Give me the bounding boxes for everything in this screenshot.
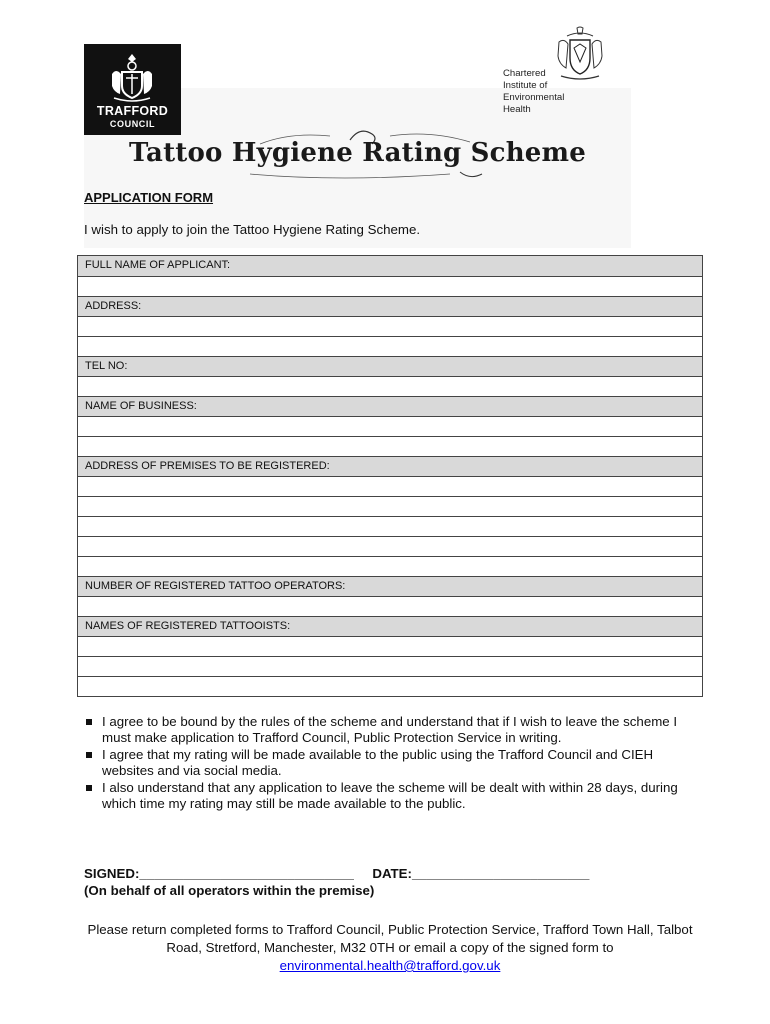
council-logo-line1: TRAFFORD <box>96 104 169 118</box>
cieh-logo-text <box>503 68 613 116</box>
application-form-table <box>77 255 703 697</box>
premises-address-input-line[interactable] <box>78 476 702 496</box>
council-logo-line2: COUNCIL <box>109 119 156 129</box>
agreement-text: I agree that my rating will be made available to the public using the Trafford Council and CIEH websites and via social media. <box>102 746 654 779</box>
square-bullet-icon <box>86 719 92 725</box>
square-bullet-icon <box>86 785 92 791</box>
business-name-input-line[interactable] <box>78 416 702 436</box>
intro-text: I wish to apply to join the Tattoo Hygiene Rating Scheme. <box>84 222 421 237</box>
agreement-item <box>86 747 696 780</box>
cieh-line-2: Institute of <box>503 80 548 91</box>
premises-address-input-line[interactable] <box>78 496 702 516</box>
cieh-line-1: Chartered <box>503 68 546 79</box>
cieh-line-4: Health <box>503 104 531 115</box>
field-label-address: ADDRESS: <box>78 296 702 316</box>
full-name-input[interactable] <box>78 276 702 296</box>
scheme-title: Tattoo Hygiene Rating Scheme <box>128 138 586 168</box>
field-label-operator-count: NUMBER OF REGISTERED TATTOO OPERATORS: <box>78 576 702 596</box>
cieh-line-3: Environmental <box>503 92 565 103</box>
address-input-line[interactable] <box>78 336 702 356</box>
application-form-heading: APPLICATION FORM <box>84 190 214 205</box>
premises-address-input-line[interactable] <box>78 536 702 556</box>
tattooist-names-input-line[interactable] <box>78 676 702 696</box>
tattooist-names-input-line[interactable] <box>78 636 702 656</box>
return-text: Please return completed forms to Trafford Council, Public Protection Service, Trafford Town Hall, Talbot Road, Stretford, Manchester, M32 0TH or email a copy of the signed form to <box>87 922 693 955</box>
field-label-tattooist-names: NAMES OF REGISTERED TATTOOISTS: <box>78 616 702 636</box>
premises-address-input-line[interactable] <box>78 556 702 576</box>
business-name-input-line[interactable] <box>78 436 702 456</box>
square-bullet-icon <box>86 752 92 758</box>
return-instructions <box>84 921 696 975</box>
tel-no-input[interactable] <box>78 376 702 396</box>
field-label-premises-address: ADDRESS OF PREMISES TO BE REGISTERED: <box>78 456 702 476</box>
agreement-text: I also understand that any application to leave the scheme will be dealt with within 28 days, during which time my rating may still be made available to the public. <box>102 779 678 812</box>
email-link[interactable]: environmental.health@trafford.gov.uk <box>279 958 501 973</box>
premises-address-input-line[interactable] <box>78 516 702 536</box>
council-crest-icon <box>108 52 157 102</box>
operator-count-input[interactable] <box>78 596 702 616</box>
tattooist-names-input-line[interactable] <box>78 656 702 676</box>
field-label-full-name: FULL NAME OF APPLICANT: <box>78 256 702 276</box>
agreement-list <box>86 714 696 812</box>
agreement-item <box>86 780 696 813</box>
signature-date-line[interactable]: SIGNED:_____________________________ DATE:________________________ <box>84 866 590 881</box>
agreement-item <box>86 714 696 747</box>
agreement-text: I agree to be bound by the rules of the scheme and understand that if I wish to leave the scheme I must make application to Trafford Council, Public Protection Service in writing. <box>102 714 678 746</box>
behalf-note: (On behalf of all operators within the premise) <box>84 883 375 898</box>
field-label-business-name: NAME OF BUSINESS: <box>78 396 702 416</box>
address-input-line[interactable] <box>78 316 702 336</box>
field-label-tel-no: TEL NO: <box>78 356 702 376</box>
